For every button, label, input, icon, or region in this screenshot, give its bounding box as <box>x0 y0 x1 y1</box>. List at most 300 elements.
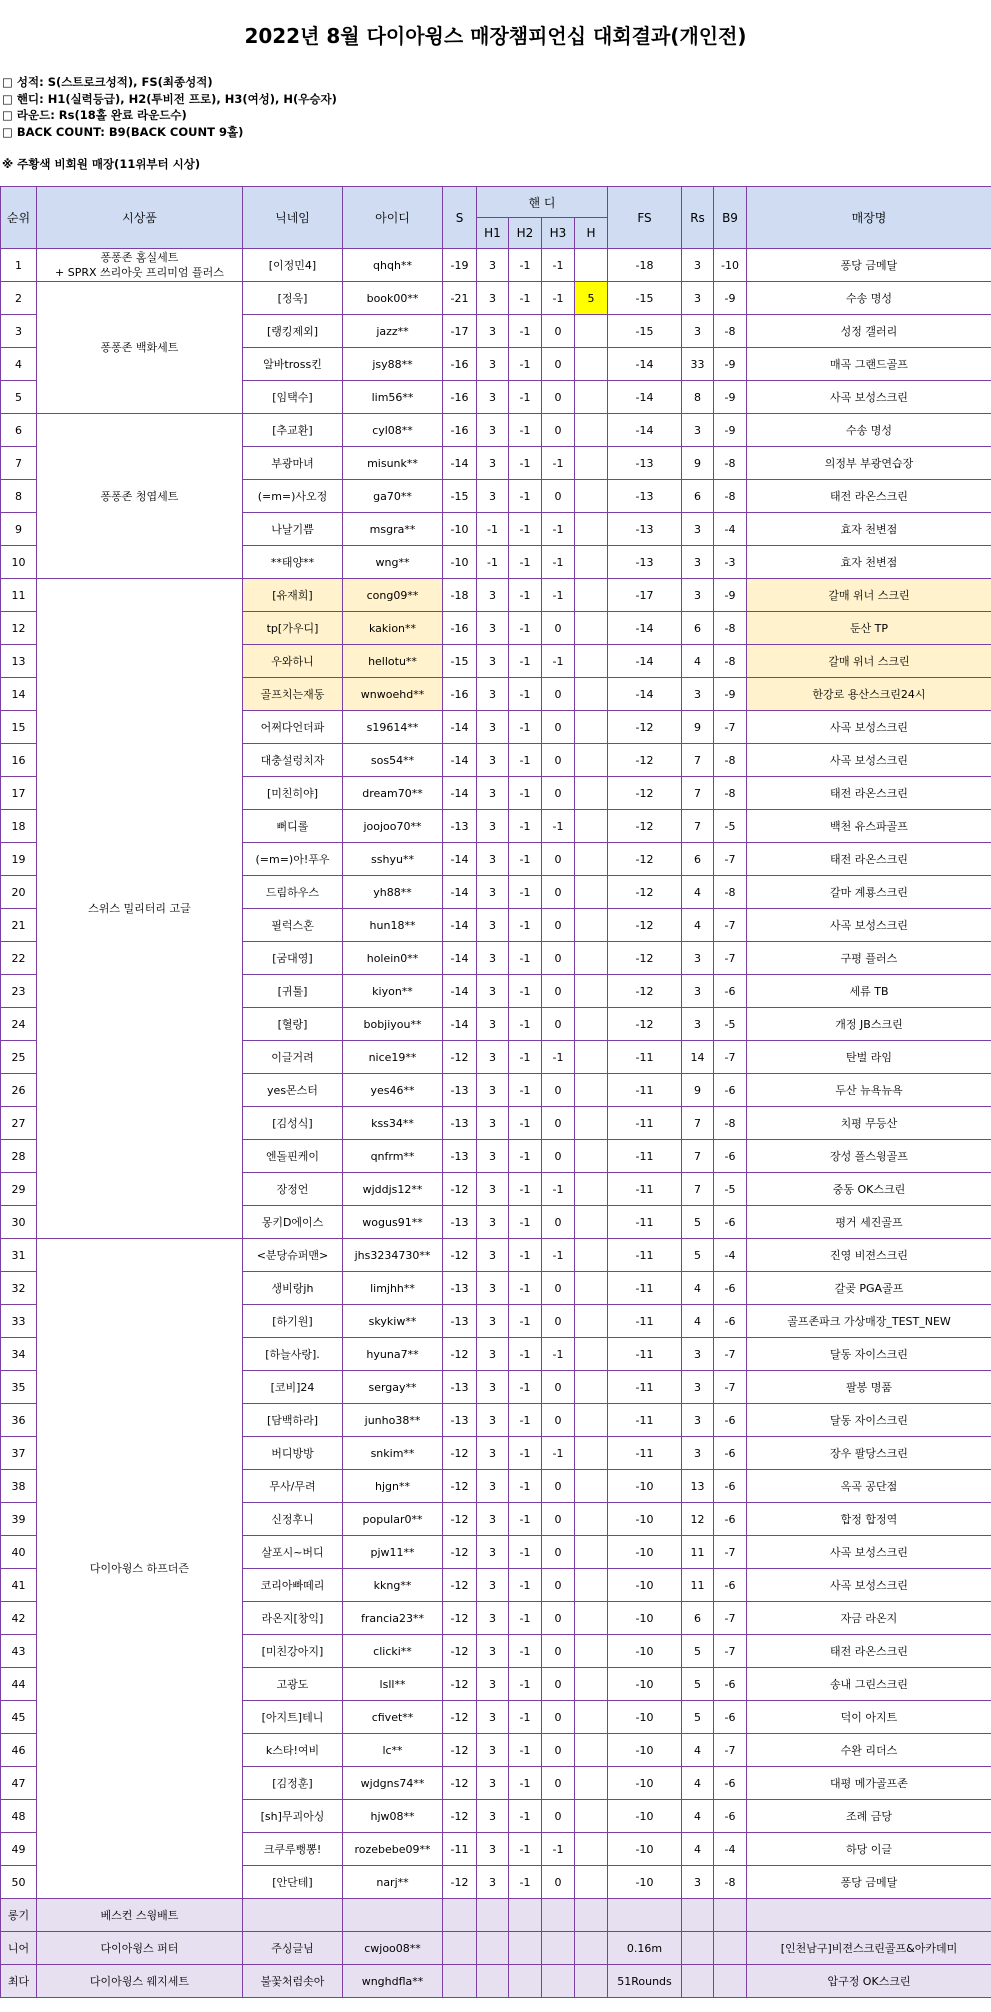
s-cell: -21 <box>443 282 477 315</box>
b9-cell: -8 <box>714 1866 747 1899</box>
rank-cell: 26 <box>1 1074 37 1107</box>
rank-cell: 36 <box>1 1404 37 1437</box>
fs-cell: -11 <box>608 1305 682 1338</box>
h3-cell: -1 <box>542 1833 575 1866</box>
fs-cell: -11 <box>608 1074 682 1107</box>
b9-cell: -6 <box>714 1305 747 1338</box>
empty-cell <box>477 1899 509 1932</box>
h2-cell: -1 <box>509 645 542 678</box>
store-cell: 매곡 그랜드골프 <box>747 348 991 381</box>
s-cell: -10 <box>443 546 477 579</box>
s-cell: -13 <box>443 1272 477 1305</box>
h3-cell: -1 <box>542 513 575 546</box>
h3-cell: 0 <box>542 348 575 381</box>
id-cell: misunk** <box>343 447 443 480</box>
rank-cell: 48 <box>1 1800 37 1833</box>
nickname-cell: [미친강아지] <box>243 1635 343 1668</box>
nickname-cell: [유재희] <box>243 579 343 612</box>
nickname-cell: [담백하라] <box>243 1404 343 1437</box>
store-cell: 성정 갤러리 <box>747 315 991 348</box>
h-cell <box>575 711 608 744</box>
store-cell: 둔산 TP <box>747 612 991 645</box>
rs-cell: 3 <box>682 678 714 711</box>
store-cell: 탄벌 라임 <box>747 1041 991 1074</box>
h1-cell: 3 <box>477 1272 509 1305</box>
h-cell <box>575 678 608 711</box>
s-cell: -14 <box>443 909 477 942</box>
b9-cell: -7 <box>714 942 747 975</box>
h-cell <box>575 1767 608 1800</box>
h2-cell: -1 <box>509 1107 542 1140</box>
fs-cell: -12 <box>608 810 682 843</box>
fs-cell: -10 <box>608 1833 682 1866</box>
b9-cell: -5 <box>714 1008 747 1041</box>
h-cell <box>575 1041 608 1074</box>
b9-cell: -6 <box>714 1470 747 1503</box>
fs-cell: -13 <box>608 546 682 579</box>
h2-cell: -1 <box>509 414 542 447</box>
award-prize-cell: 베스컨 스윙배트 <box>37 1899 243 1932</box>
h1-cell: 3 <box>477 810 509 843</box>
b9-cell: -6 <box>714 1569 747 1602</box>
s-cell: -13 <box>443 1074 477 1107</box>
h2-cell: -1 <box>509 1569 542 1602</box>
id-cell: jhs3234730** <box>343 1239 443 1272</box>
h3-cell: 0 <box>542 1206 575 1239</box>
nickname-cell: [sh]무괴아싱 <box>243 1800 343 1833</box>
h1-cell: 3 <box>477 579 509 612</box>
b9-cell: -7 <box>714 711 747 744</box>
empty-cell <box>682 1899 714 1932</box>
nonmember-note: ※ 주황색 비회원 매장(11위부터 시상) <box>2 157 201 171</box>
h3-cell: 0 <box>542 480 575 513</box>
s-cell: -11 <box>443 1833 477 1866</box>
empty-cell <box>682 1965 714 1998</box>
h2-cell: -1 <box>509 777 542 810</box>
h2-cell: -1 <box>509 1338 542 1371</box>
h-cell <box>575 1536 608 1569</box>
h2-cell: -1 <box>509 975 542 1008</box>
rs-cell: 4 <box>682 876 714 909</box>
rank-cell: 24 <box>1 1008 37 1041</box>
h1-cell: 3 <box>477 1305 509 1338</box>
b9-cell: -7 <box>714 1338 747 1371</box>
h3-cell: 0 <box>542 1602 575 1635</box>
fs-cell: -14 <box>608 678 682 711</box>
h1-cell: 3 <box>477 1668 509 1701</box>
b9-cell: -7 <box>714 843 747 876</box>
h2-cell: -1 <box>509 843 542 876</box>
b9-cell: -6 <box>714 1503 747 1536</box>
store-cell: 치평 무등산 <box>747 1107 991 1140</box>
store-cell: 갈곶 PGA골프 <box>747 1272 991 1305</box>
h3-cell: 0 <box>542 1140 575 1173</box>
b9-cell: -8 <box>714 876 747 909</box>
id-cell: cfivet** <box>343 1701 443 1734</box>
s-cell: -13 <box>443 1371 477 1404</box>
rs-cell: 3 <box>682 513 714 546</box>
h3-cell: 0 <box>542 1008 575 1041</box>
store-cell: 태전 라온스크린 <box>747 843 991 876</box>
s-cell: -16 <box>443 381 477 414</box>
fs-cell: -10 <box>608 1668 682 1701</box>
table-row <box>1 414 991 447</box>
h-cell <box>575 579 608 612</box>
b9-cell: -8 <box>714 1107 747 1140</box>
h-cell <box>575 480 608 513</box>
b9-cell: -6 <box>714 975 747 1008</box>
store-cell: 효자 천변점 <box>747 546 991 579</box>
h3-cell: -1 <box>542 1437 575 1470</box>
rs-cell: 3 <box>682 1437 714 1470</box>
h-cell <box>575 1404 608 1437</box>
id-cell: lc** <box>343 1734 443 1767</box>
nickname-cell: 부광마녀 <box>243 447 343 480</box>
fs-cell: -14 <box>608 612 682 645</box>
h1-cell: 3 <box>477 1041 509 1074</box>
h2-cell: -1 <box>509 546 542 579</box>
nickname-cell: 엔돌핀케이 <box>243 1140 343 1173</box>
rank-cell: 21 <box>1 909 37 942</box>
id-cell: wjddjs12** <box>343 1173 443 1206</box>
s-cell: -12 <box>443 1536 477 1569</box>
fs-cell: -10 <box>608 1602 682 1635</box>
rs-cell: 14 <box>682 1041 714 1074</box>
award-id-cell: wnghdfla** <box>343 1965 443 1998</box>
id-cell: kkng** <box>343 1569 443 1602</box>
h3-cell: -1 <box>542 1041 575 1074</box>
h2-cell: -1 <box>509 1767 542 1800</box>
nickname-cell: 어쩌다언더파 <box>243 711 343 744</box>
rs-cell: 7 <box>682 810 714 843</box>
h-cell <box>575 1569 608 1602</box>
rank-cell: 12 <box>1 612 37 645</box>
prize-cell: 퐁퐁존 홈실세트 + SPRX 쓰리아웃 프리미엄 플러스 <box>37 249 243 282</box>
b9-cell: -9 <box>714 381 747 414</box>
h3-cell: 0 <box>542 876 575 909</box>
id-cell: hun18** <box>343 909 443 942</box>
rank-cell: 33 <box>1 1305 37 1338</box>
id-cell: lsll** <box>343 1668 443 1701</box>
h1-cell: 3 <box>477 1569 509 1602</box>
rs-cell: 3 <box>682 942 714 975</box>
id-cell: book00** <box>343 282 443 315</box>
b9-cell: -6 <box>714 1767 747 1800</box>
h3-cell: 0 <box>542 777 575 810</box>
b9-cell: -8 <box>714 480 747 513</box>
rank-cell: 6 <box>1 414 37 447</box>
h-cell <box>575 381 608 414</box>
h3-cell: 0 <box>542 711 575 744</box>
fs-cell: -12 <box>608 843 682 876</box>
empty-cell <box>714 1932 747 1965</box>
b9-cell: -10 <box>714 249 747 282</box>
s-cell: -12 <box>443 1569 477 1602</box>
s-cell: -14 <box>443 711 477 744</box>
header-h1: H1 <box>477 218 509 249</box>
id-cell: cong09** <box>343 579 443 612</box>
rs-cell: 3 <box>682 546 714 579</box>
award-nickname-cell <box>243 1899 343 1932</box>
h-cell <box>575 1470 608 1503</box>
rank-cell: 15 <box>1 711 37 744</box>
h1-cell: 3 <box>477 1107 509 1140</box>
h1-cell: 3 <box>477 282 509 315</box>
nickname-cell: [미친히야] <box>243 777 343 810</box>
h3-cell: -1 <box>542 1173 575 1206</box>
h-cell <box>575 1833 608 1866</box>
rank-cell: 25 <box>1 1041 37 1074</box>
rank-cell: 27 <box>1 1107 37 1140</box>
h2-cell: -1 <box>509 1041 542 1074</box>
h3-cell: 0 <box>542 1272 575 1305</box>
fs-cell: -11 <box>608 1239 682 1272</box>
nickname-cell: 버디방방 <box>243 1437 343 1470</box>
header-h: H <box>575 218 608 249</box>
store-cell: 백천 유스파골프 <box>747 810 991 843</box>
s-cell: -12 <box>443 1602 477 1635</box>
id-cell: qnfrm** <box>343 1140 443 1173</box>
nickname-cell: 코리아빠떼리 <box>243 1569 343 1602</box>
id-cell: junho38** <box>343 1404 443 1437</box>
award-store-cell <box>747 1899 991 1932</box>
h1-cell: 3 <box>477 1173 509 1206</box>
rs-cell: 8 <box>682 381 714 414</box>
nickname-cell: [정욱] <box>243 282 343 315</box>
rs-cell: 7 <box>682 1107 714 1140</box>
empty-cell <box>542 1965 575 1998</box>
h1-cell: 3 <box>477 678 509 711</box>
nickname-cell: [추교환] <box>243 414 343 447</box>
rs-cell: 3 <box>682 1008 714 1041</box>
id-cell: francia23** <box>343 1602 443 1635</box>
fs-cell: -11 <box>608 1272 682 1305</box>
s-cell: -12 <box>443 1734 477 1767</box>
b9-cell: -5 <box>714 1173 747 1206</box>
s-cell: -17 <box>443 315 477 348</box>
s-cell: -14 <box>443 777 477 810</box>
s-cell: -19 <box>443 249 477 282</box>
award-label-cell: 니어 <box>1 1932 37 1965</box>
prize-cell: 퐁퐁존 백화세트 <box>37 282 243 414</box>
rank-cell: 17 <box>1 777 37 810</box>
h3-cell: 0 <box>542 1305 575 1338</box>
empty-cell <box>575 1899 608 1932</box>
rank-cell: 47 <box>1 1767 37 1800</box>
h3-cell: 0 <box>542 612 575 645</box>
h-cell <box>575 975 608 1008</box>
id-cell: jsy88** <box>343 348 443 381</box>
s-cell: -18 <box>443 579 477 612</box>
rank-cell: 45 <box>1 1701 37 1734</box>
h1-cell: 3 <box>477 975 509 1008</box>
header-rs: Rs <box>682 187 714 249</box>
h1-cell: 3 <box>477 1371 509 1404</box>
h-cell <box>575 1734 608 1767</box>
b9-cell: -7 <box>714 1371 747 1404</box>
h-cell <box>575 1074 608 1107</box>
fs-cell: -10 <box>608 1635 682 1668</box>
id-cell: hjw08** <box>343 1800 443 1833</box>
empty-cell <box>477 1965 509 1998</box>
nickname-cell: yes몬스터 <box>243 1074 343 1107</box>
h1-cell: 3 <box>477 744 509 777</box>
nickname-cell: 나날기쁨 <box>243 513 343 546</box>
fs-cell: -10 <box>608 1800 682 1833</box>
h2-cell: -1 <box>509 744 542 777</box>
fs-cell: -12 <box>608 876 682 909</box>
rank-cell: 41 <box>1 1569 37 1602</box>
s-cell: -16 <box>443 678 477 711</box>
fs-cell: -12 <box>608 942 682 975</box>
b9-cell: -4 <box>714 1833 747 1866</box>
nickname-cell: [아지트]테니 <box>243 1701 343 1734</box>
h2-cell: -1 <box>509 579 542 612</box>
fs-cell: -12 <box>608 1008 682 1041</box>
h3-cell: 0 <box>542 1800 575 1833</box>
h2-cell: -1 <box>509 1800 542 1833</box>
h3-cell: -1 <box>542 645 575 678</box>
h2-cell: -1 <box>509 1668 542 1701</box>
b9-cell: -6 <box>714 1074 747 1107</box>
rank-cell: 49 <box>1 1833 37 1866</box>
nickname-cell: 알바tross킨 <box>243 348 343 381</box>
store-cell: 개정 JB스크린 <box>747 1008 991 1041</box>
h-cell <box>575 1173 608 1206</box>
rs-cell: 3 <box>682 975 714 1008</box>
rank-cell: 30 <box>1 1206 37 1239</box>
h-cell <box>575 1008 608 1041</box>
h-cell <box>575 513 608 546</box>
store-cell: 태전 라온스크린 <box>747 480 991 513</box>
h3-cell: 0 <box>542 1536 575 1569</box>
nickname-cell: (=m=)아!푸우 <box>243 843 343 876</box>
nickname-cell: 무사/무려 <box>243 1470 343 1503</box>
h-cell: 5 <box>575 282 608 315</box>
rank-cell: 37 <box>1 1437 37 1470</box>
s-cell: -12 <box>443 1470 477 1503</box>
s-cell: -14 <box>443 447 477 480</box>
fs-cell: -10 <box>608 1866 682 1899</box>
h2-cell: -1 <box>509 381 542 414</box>
id-cell: kiyon** <box>343 975 443 1008</box>
nickname-cell: 이글거려 <box>243 1041 343 1074</box>
h1-cell: 3 <box>477 414 509 447</box>
h1-cell: 3 <box>477 711 509 744</box>
nickname-cell: 살포시~버디 <box>243 1536 343 1569</box>
table-row <box>1 1239 991 1272</box>
s-cell: -12 <box>443 1503 477 1536</box>
h3-cell: -1 <box>542 447 575 480</box>
h3-cell: 0 <box>542 1107 575 1140</box>
h2-cell: -1 <box>509 1173 542 1206</box>
prize-cell: 다이아윙스 하프더즌 <box>37 1239 243 1899</box>
id-cell: hellotu** <box>343 645 443 678</box>
h-cell <box>575 1206 608 1239</box>
special-award-row <box>1 1899 991 1932</box>
h-cell <box>575 645 608 678</box>
h-cell <box>575 1107 608 1140</box>
store-cell: 사곡 보성스크린 <box>747 1536 991 1569</box>
fs-cell: -13 <box>608 447 682 480</box>
rs-cell: 4 <box>682 909 714 942</box>
s-cell: -12 <box>443 1866 477 1899</box>
id-cell: kakion** <box>343 612 443 645</box>
store-cell: 퐁당 금메달 <box>747 249 991 282</box>
b9-cell: -8 <box>714 777 747 810</box>
store-cell: 골프존파크 가상매장_TEST_NEW <box>747 1305 991 1338</box>
nickname-cell: [귀툴] <box>243 975 343 1008</box>
nickname-cell: tp[가우디] <box>243 612 343 645</box>
fs-cell: -17 <box>608 579 682 612</box>
h3-cell: 0 <box>542 1503 575 1536</box>
rs-cell: 13 <box>682 1470 714 1503</box>
store-cell: 중동 OK스크린 <box>747 1173 991 1206</box>
store-cell: 대평 메가골프존 <box>747 1767 991 1800</box>
fs-cell: -15 <box>608 282 682 315</box>
h1-cell: -1 <box>477 513 509 546</box>
b9-cell: -8 <box>714 744 747 777</box>
s-cell: -15 <box>443 480 477 513</box>
s-cell: -12 <box>443 1239 477 1272</box>
h-cell <box>575 546 608 579</box>
fs-cell: -13 <box>608 480 682 513</box>
h-cell <box>575 843 608 876</box>
b9-cell: -4 <box>714 1239 747 1272</box>
store-cell: 조례 금당 <box>747 1800 991 1833</box>
b9-cell: -6 <box>714 1668 747 1701</box>
rs-cell: 3 <box>682 315 714 348</box>
fs-cell: -14 <box>608 348 682 381</box>
store-cell: 진영 비젼스크린 <box>747 1239 991 1272</box>
id-cell: kss34** <box>343 1107 443 1140</box>
rs-cell: 3 <box>682 1338 714 1371</box>
b9-cell: -7 <box>714 1536 747 1569</box>
h1-cell: 3 <box>477 1536 509 1569</box>
header-rank: 순위 <box>1 187 37 249</box>
store-cell: 사곡 보성스크린 <box>747 711 991 744</box>
h2-cell: -1 <box>509 1602 542 1635</box>
h3-cell: 0 <box>542 1470 575 1503</box>
h-cell <box>575 876 608 909</box>
nickname-cell: [코비]24 <box>243 1371 343 1404</box>
h-cell <box>575 315 608 348</box>
rs-cell: 4 <box>682 1734 714 1767</box>
b9-cell: -4 <box>714 513 747 546</box>
store-cell: 한강로 용산스크린24시 <box>747 678 991 711</box>
id-cell: joojoo70** <box>343 810 443 843</box>
id-cell: wnwoehd** <box>343 678 443 711</box>
h1-cell: 3 <box>477 1074 509 1107</box>
b9-cell: -6 <box>714 1437 747 1470</box>
award-label-cell: 롱기 <box>1 1899 37 1932</box>
b9-cell: -9 <box>714 579 747 612</box>
nickname-cell: [김정훈] <box>243 1767 343 1800</box>
s-cell: -13 <box>443 1305 477 1338</box>
rs-cell: 9 <box>682 447 714 480</box>
h-cell <box>575 1701 608 1734</box>
b9-cell: -5 <box>714 810 747 843</box>
nickname-cell: [하기원] <box>243 1305 343 1338</box>
h2-cell: -1 <box>509 1536 542 1569</box>
h3-cell: 0 <box>542 1074 575 1107</box>
prize-cell: 퐁퐁존 청엽세트 <box>37 414 243 579</box>
h3-cell: 0 <box>542 678 575 711</box>
store-cell: 사곡 보성스크린 <box>747 1569 991 1602</box>
rs-cell: 9 <box>682 711 714 744</box>
h-cell <box>575 777 608 810</box>
id-cell: yes46** <box>343 1074 443 1107</box>
